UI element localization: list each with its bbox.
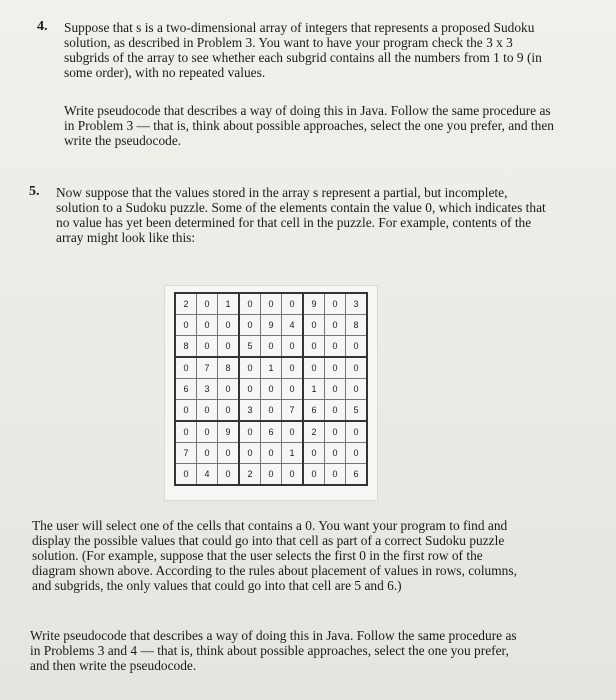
grid-cell: 0 — [261, 464, 282, 486]
problem-4-number: 4. — [37, 19, 48, 34]
grid-cell: 4 — [197, 464, 218, 486]
grid-cell: 6 — [303, 400, 325, 422]
grid-cell: 0 — [282, 293, 304, 315]
grid-row — [175, 443, 367, 464]
grid-cell: 2 — [239, 464, 261, 486]
grid-cell: 0 — [239, 421, 261, 443]
grid-cell: 9 — [303, 293, 325, 315]
grid-cell: 0 — [282, 464, 304, 486]
grid-row — [175, 421, 367, 443]
grid-cell: 0 — [261, 293, 282, 315]
grid-cell: 7 — [175, 443, 197, 464]
text-line: write the pseudocode. — [64, 133, 182, 148]
grid-cell: 0 — [175, 464, 197, 486]
text-line: subgrids of the array to see whether each subgrid contains all the numbers from 1 to 9 (in — [64, 50, 542, 65]
grid-cell: 0 — [325, 400, 346, 422]
grid-row — [175, 400, 367, 422]
grid-cell: 0 — [346, 357, 368, 379]
grid-cell: 7 — [197, 357, 218, 379]
text-line: array might look like this: — [56, 230, 196, 245]
grid-cell: 0 — [325, 293, 346, 315]
grid-cell: 2 — [303, 421, 325, 443]
grid-cell: 0 — [282, 357, 304, 379]
text-line: The user will select one of the cells that contains a 0. You want your program to find and — [32, 518, 508, 533]
grid-cell: 3 — [197, 379, 218, 400]
grid-cell: 0 — [325, 336, 346, 358]
grid-cell: 0 — [303, 464, 325, 486]
grid-cell: 0 — [325, 464, 346, 486]
text-line: no value has yet been determined for that cell in the puzzle. For example, contents of the — [56, 215, 532, 230]
grid-cell: 8 — [346, 315, 368, 336]
grid-cell: 0 — [261, 336, 282, 358]
grid-cell: 0 — [325, 443, 346, 464]
grid-cell: 6 — [175, 379, 197, 400]
grid-cell: 0 — [325, 379, 346, 400]
grid-cell: 0 — [325, 357, 346, 379]
text-line: solution. (For example, suppose that the user selects the first 0 in the first row of the — [32, 548, 483, 563]
grid-cell: 0 — [282, 379, 304, 400]
text-line: Write pseudocode that describes a way of doing this in Java. Follow the same procedure as — [30, 628, 517, 643]
grid-cell: 9 — [261, 315, 282, 336]
grid-cell: 8 — [175, 336, 197, 358]
grid-cell: 0 — [239, 379, 261, 400]
grid-cell: 0 — [261, 400, 282, 422]
grid-cell: 0 — [218, 443, 240, 464]
grid-cell: 0 — [282, 421, 304, 443]
text-line: in Problems 3 and 4 — that is, think about possible approaches, select the one you prefer, — [30, 643, 509, 658]
grid-cell: 0 — [239, 357, 261, 379]
grid-cell: 0 — [346, 379, 368, 400]
grid-cell: 9 — [218, 421, 240, 443]
grid-cell: 0 — [346, 336, 368, 358]
grid-cell: 0 — [175, 357, 197, 379]
grid-cell: 0 — [175, 421, 197, 443]
grid-cell: 0 — [197, 443, 218, 464]
grid-cell: 0 — [239, 293, 261, 315]
grid-row — [175, 379, 367, 400]
text-line: diagram shown above. According to the rules about placement of values in rows, columns, — [32, 563, 517, 578]
grid-cell: 0 — [261, 443, 282, 464]
grid-cell: 2 — [175, 293, 197, 315]
problem-4-paragraph-1 — [64, 20, 604, 80]
grid-cell: 0 — [303, 443, 325, 464]
text-line: some order), with no repeated values. — [64, 65, 266, 80]
grid-cell: 1 — [218, 293, 240, 315]
grid-cell: 5 — [239, 336, 261, 358]
grid-cell: 3 — [346, 293, 368, 315]
grid-cell: 0 — [197, 421, 218, 443]
grid-cell: 0 — [346, 443, 368, 464]
grid-cell: 1 — [303, 379, 325, 400]
problem-5-number: 5. — [29, 184, 40, 199]
grid-row — [175, 293, 367, 315]
grid-cell: 0 — [218, 464, 240, 486]
text-line: and then write the pseudocode. — [30, 658, 197, 673]
grid-cell: 6 — [261, 421, 282, 443]
grid-cell: 0 — [303, 315, 325, 336]
grid-cell: 0 — [239, 315, 261, 336]
grid-cell: 0 — [239, 443, 261, 464]
problem-4-paragraph-2 — [64, 103, 604, 148]
grid-row — [175, 357, 367, 379]
grid-cell: 0 — [175, 315, 197, 336]
text-line: Write pseudocode that describes a way of doing this in Java. Follow the same procedure as — [64, 103, 551, 118]
text-line: and subgrids, the only values that could go into that cell are 5 and 6.) — [32, 578, 402, 593]
grid-cell: 0 — [197, 315, 218, 336]
text-line: Suppose that s is a two-dimensional array of integers that represents a proposed Sudoku — [64, 20, 535, 35]
grid-cell: 3 — [239, 400, 261, 422]
grid-cell: 0 — [218, 400, 240, 422]
sudoku-grid — [174, 292, 368, 486]
grid-cell: 7 — [282, 400, 304, 422]
text-line: display the possible values that could go into that cell as part of a correct Sudoku puzzle — [32, 533, 505, 548]
grid-cell: 1 — [282, 443, 304, 464]
grid-cell: 0 — [218, 315, 240, 336]
grid-cell: 0 — [346, 421, 368, 443]
grid-row — [175, 464, 367, 486]
grid-cell: 0 — [325, 421, 346, 443]
grid-cell: 0 — [197, 293, 218, 315]
grid-cell: 4 — [282, 315, 304, 336]
grid-cell: 0 — [218, 336, 240, 358]
grid-cell: 5 — [346, 400, 368, 422]
sudoku-figure — [165, 286, 377, 500]
grid-cell: 0 — [218, 379, 240, 400]
text-line: solution, as described in Problem 3. You want to have your program check the 3 x 3 — [64, 35, 513, 50]
grid-row — [175, 336, 367, 358]
grid-cell: 0 — [197, 336, 218, 358]
problem-5-paragraph-3 — [30, 628, 607, 673]
grid-cell: 0 — [303, 336, 325, 358]
text-line: Now suppose that the values stored in the array s represent a partial, but incomplete, — [56, 185, 508, 200]
grid-cell: 0 — [261, 379, 282, 400]
grid-cell: 0 — [303, 357, 325, 379]
grid-cell: 1 — [261, 357, 282, 379]
grid-cell: 0 — [325, 315, 346, 336]
problem-5-paragraph-2 — [32, 518, 607, 593]
grid-cell: 0 — [197, 400, 218, 422]
grid-row — [175, 315, 367, 336]
grid-cell: 0 — [282, 336, 304, 358]
text-line: solution to a Sudoku puzzle. Some of the elements contain the value 0, which indicates that — [56, 200, 546, 215]
grid-cell: 8 — [218, 357, 240, 379]
problem-5-paragraph-1 — [56, 185, 604, 245]
grid-cell: 6 — [346, 464, 368, 486]
grid-cell: 0 — [175, 400, 197, 422]
text-line: in Problem 3 — that is, think about possible approaches, select the one you prefer, and then — [64, 118, 554, 133]
